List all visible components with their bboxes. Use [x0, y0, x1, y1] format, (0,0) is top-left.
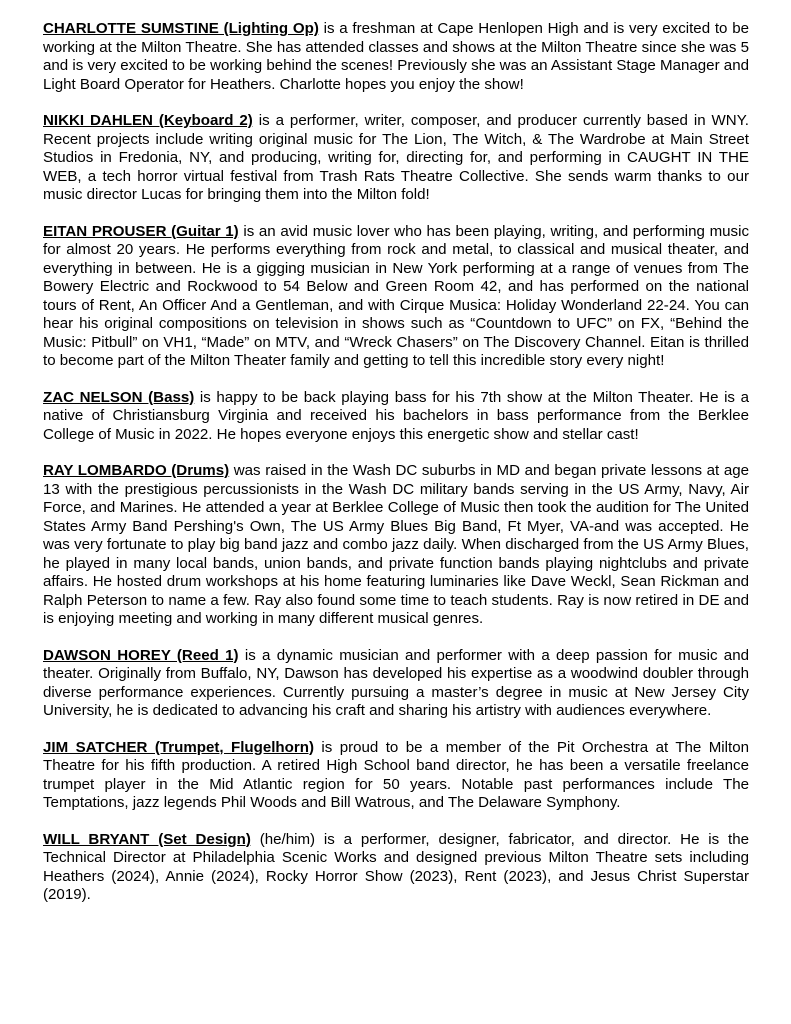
- bio-name: RAY LOMBARDO (Drums): [43, 462, 230, 479]
- bio-eitan-prouser: [43, 223, 749, 371]
- bio-text: is proud to be a member of the Pit Orchestra at The Milton Theatre for his fifth production. A retired High School band director, he has been a versatile freelance trumpet player in the Mid Atlantic region for 50 years. Notable past performances include The Temptations, jazz legends Phil Woods and Bill Watrous, and The Delaware Symphony.: [43, 738, 750, 811]
- bio-text: is a dynamic musician and performer with a deep passion for music and theater. Originally from Buffalo, NY, Dawson has developed his expertise as a woodwind doubler through diverse performance experiences. Currently pursuing a master’s degree in music at New Jersey City University, he is dedicated to advancing his craft and sharing his artistry with audiences everywhere.: [43, 646, 749, 719]
- bio-text: (he/him) is a performer, designer, fabricator, and director. He is the Technical Director at Philadelphia Scenic Works and designed previous Milton Theatre sets including Heathers (2024), Annie (2024), Rocky Horror Show (2023), Rent (2023), and Jesus Christ Superstar (2019).: [43, 830, 749, 903]
- bio-name: WILL BRYANT (Set Design): [43, 830, 251, 848]
- bio-dawson-horey: [43, 647, 749, 721]
- bio-name: CHARLOTTE SUMSTINE (Lighting Op): [43, 20, 319, 37]
- bio-text: is a freshman at Cape Henlopen High and is very excited to be working at the Milton Theatre. She has attended classes and shows at the Milton Theatre since she was 5 and is very excited to be working behind the scenes! Previously she was an Assistant Stage Manager and Light Board Operator for Heathers. Charlotte hopes you enjoy the show!: [43, 20, 749, 93]
- bio-ray-lombardo: [43, 462, 749, 629]
- bio-text: is a performer, writer, composer, and producer currently based in WNY. Recent projects include writing original music for The Lion, The Witch, & The Wardrobe at Main Street Studios in Fredonia, NY, and producing, writing for, directing for, and performing in CAUGHT IN THE WEB, a tech horror virtual festival from Trash Rats Theatre Collective. She sends warm thanks to our music director Lucas for bringing them into the Milton fold!: [43, 112, 750, 203]
- bio-zac-nelson: [43, 389, 749, 445]
- bio-will-bryant: [43, 831, 749, 905]
- bio-text: was raised in the Wash DC suburbs in MD and began private lessons at age 13 with the prestigious percussionists in the Wash DC military bands serving in the US Army, Navy, Air Force, and Marines. He attended a year at Berklee College of Music then took the audition for The United States Army Band Pershing's Own, The US Army Blues Big Band, Ft Myer, VA-and was accepted. He was very fortunate to play big band jazz and combo jazz daily. When discharged from the US Army Blues, he played in many local bands, union bands, and private function bands playing nightclubs and private affairs. He hosted drum workshops at his home featuring luminaries like Dave Weckl, Sean Rickman and Ralph Peterson to name a few. Ray also found some time to teach students. Ray is now retired in DE and is enjoying meeting and working in many different musical genres.: [43, 462, 749, 627]
- bio-jim-satcher: [43, 739, 749, 813]
- bio-text: is an avid music lover who has been playing, writing, and performing music for almost 20 years. He performs everything from rock and metal, to classical and musical theater, and everything in between. He is a gigging musician in New York performing at a range of venues from The Bowery Electric and Rockwood to 54 Below and Green Room 42, and has performed on the national tours of Rent, An Officer And a Gentleman, and with Cirque Musica: Holiday Wonderland 22-24. You can hear his original compositions on television in shows such as “Countdown to UFC” on FX, “Behind the Music: Pitbull” on VH1, “Made” on MTV, and “Wreck Chasers” on The Discovery Channel. Eitan is thrilled to become part of the Milton Theater family and getting to tell this incredible story every night!: [43, 222, 749, 369]
- bio-nikki-dahlen: [43, 112, 749, 205]
- bio-name: JIM SATCHER (Trumpet, Flugelhorn): [43, 738, 314, 756]
- bio-name: NIKKI DAHLEN (Keyboard 2): [43, 112, 253, 129]
- bio-charlotte-sumstine: [43, 20, 749, 94]
- bio-text: is happy to be back playing bass for his 7th show at the Milton Theater. He is a native of Christiansburg Virginia and received his bachelors in bass performance from the Berklee College of Music in 2022. He hopes everyone enjoys this energetic show and stellar cast!: [43, 388, 749, 443]
- bio-page: [43, 20, 749, 923]
- bio-name: DAWSON HOREY (Reed 1): [43, 646, 239, 664]
- bio-name: ZAC NELSON (Bass): [43, 388, 195, 406]
- bio-name: EITAN PROUSER (Guitar 1): [43, 222, 239, 240]
